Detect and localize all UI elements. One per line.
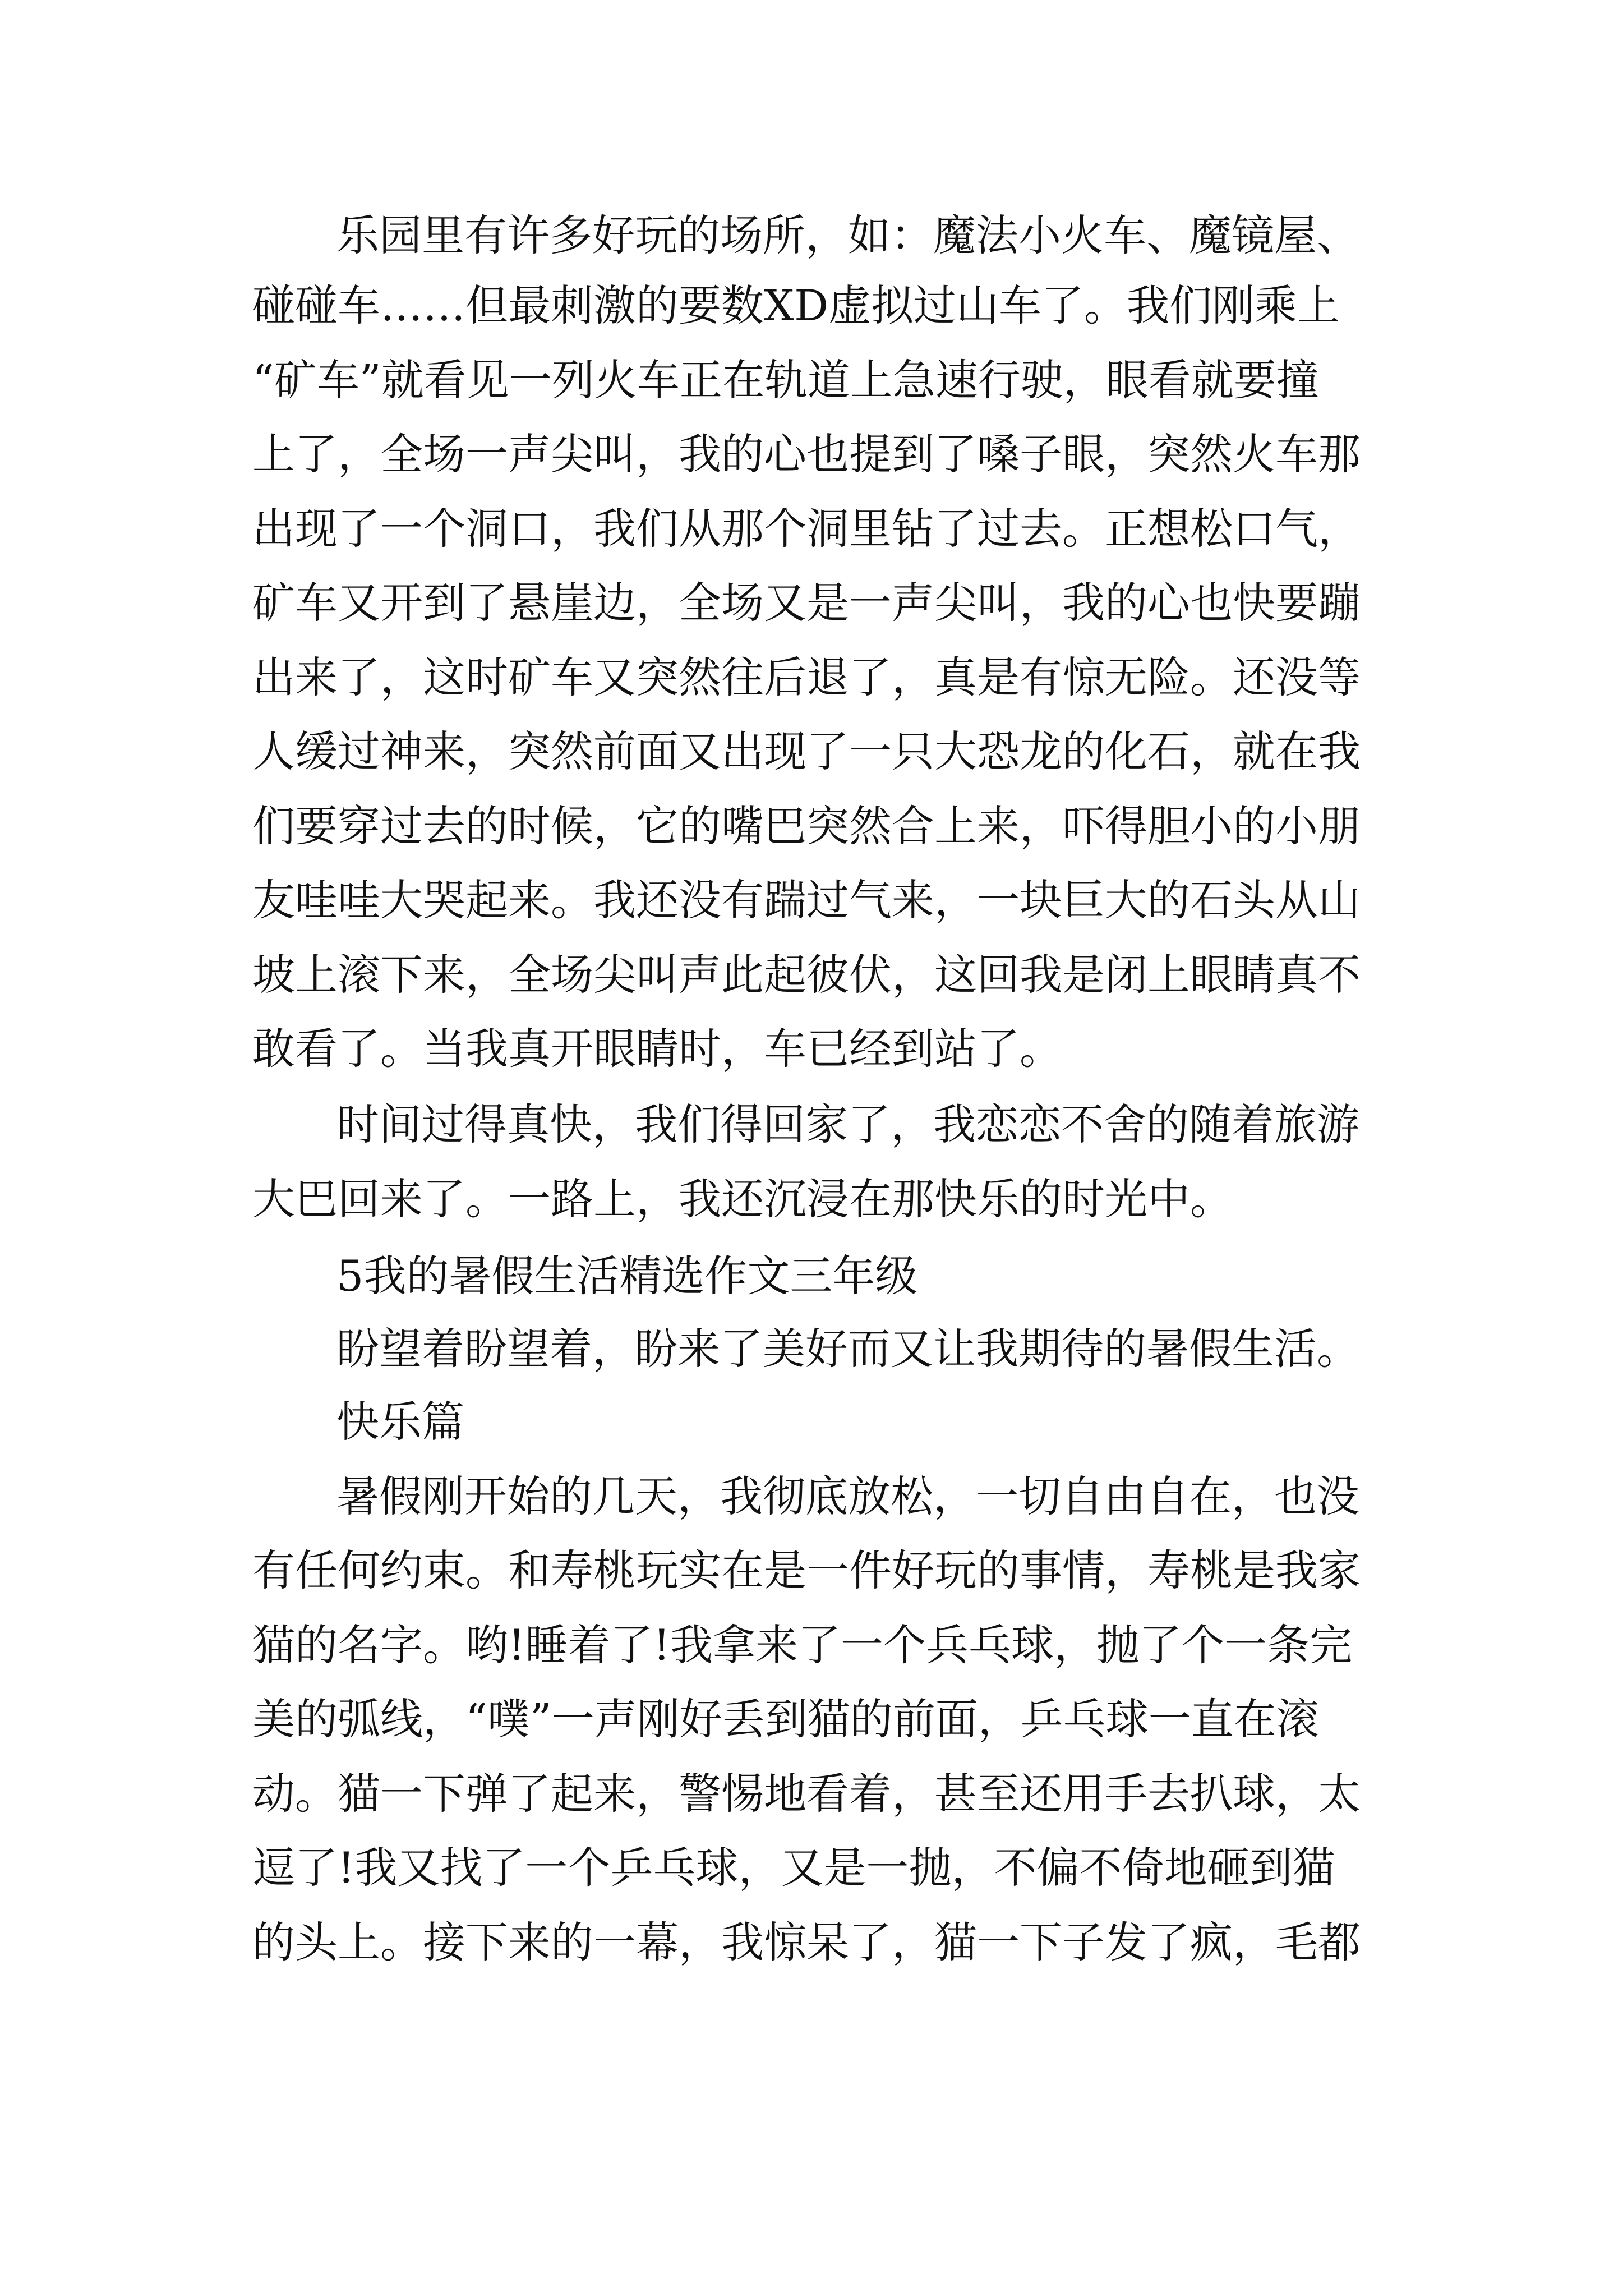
paragraph-4-line-2: 有任何约束。和寿桃玩实在是一件好玩的事情，寿桃是我家 (252, 1545, 1361, 1595)
paragraph-2-line-2: 大巴回来了。一路上，我还沉浸在那快乐的时光中。 (252, 1174, 1233, 1224)
paragraph-4-line-5: 动。猫一下弹了起来，警惕地看着，甚至还用手去扒球，太 (252, 1769, 1361, 1819)
article-heading: 5我的暑假生活精选作文三年级 (336, 1251, 918, 1301)
paragraph-1-line-5: 出现了一个洞口，我们从那个洞里钻了过去。正想松口气， (252, 504, 1361, 554)
paragraph-2-line-1: 时间过得真快，我们得回家了，我恋恋不舍的随着旅游 (336, 1099, 1359, 1149)
paragraph-4-line-7: 的头上。接下来的一幕，我惊呆了，猫一下子发了疯，毛都 (252, 1917, 1361, 1967)
paragraph-4-line-3: 猫的名字。哟!睡着了!我拿来了一个兵乓球，抛了个一条完 (252, 1620, 1353, 1670)
paragraph-4-line-1: 暑假刚开始的几天，我彻底放松，一切自由自在，也没 (336, 1471, 1359, 1521)
paragraph-1-line-9: 们要穿过去的时候，它的嘴巴突然合上来，吓得胆小的小朋 (252, 801, 1361, 851)
paragraph-1-line-10: 友哇哇大哭起来。我还没有踹过气来，一块巨大的石头从山 (252, 875, 1361, 925)
paragraph-1-line-8: 人缓过神来，突然前面又出现了一只大恐龙的化石，就在我 (252, 726, 1361, 776)
paragraph-1-line-7: 出来了，这时矿车又突然往后退了，真是有惊无险。还没等 (252, 652, 1361, 702)
paragraph-1-line-1: 乐园里有许多好玩的场所，如：魔法小火车、魔镜屋、 (336, 210, 1359, 260)
paragraph-1-line-2: 碰碰车……但最刺激的要数XD虚拟过山车了。我们刚乘上 (252, 280, 1340, 330)
paragraph-4-line-6: 逗了!我又找了一个乒乓球，又是一抛，不偏不倚地砸到猫 (252, 1843, 1335, 1893)
paragraph-3-line-1: 盼望着盼望着，盼来了美好而又让我期待的暑假生活。 (336, 1324, 1359, 1374)
paragraph-4-line-4: 美的弧线，“噗”一声刚好丢到猫的前面，乒乓球一直在滚 (252, 1694, 1319, 1744)
paragraph-1-line-6: 矿车又开到了悬崖边，全场又是一声尖叫，我的心也快要蹦 (252, 578, 1361, 628)
paragraph-1-line-3: “矿车”就看见一列火车正在轨道上急速行驶，眼看就要撞 (252, 355, 1319, 405)
paragraph-1-line-4: 上了，全场一声尖叫，我的心也提到了嗓子眼，突然火车那 (252, 429, 1361, 479)
paragraph-1-line-12: 敢看了。当我真开眼睛时，车已经到站了。 (252, 1024, 1062, 1074)
section-title: 快乐篇 (336, 1397, 464, 1447)
paragraph-1-line-11: 坡上滚下来，全场尖叫声此起彼伏，这回我是闭上眼睛真不 (252, 950, 1361, 1000)
